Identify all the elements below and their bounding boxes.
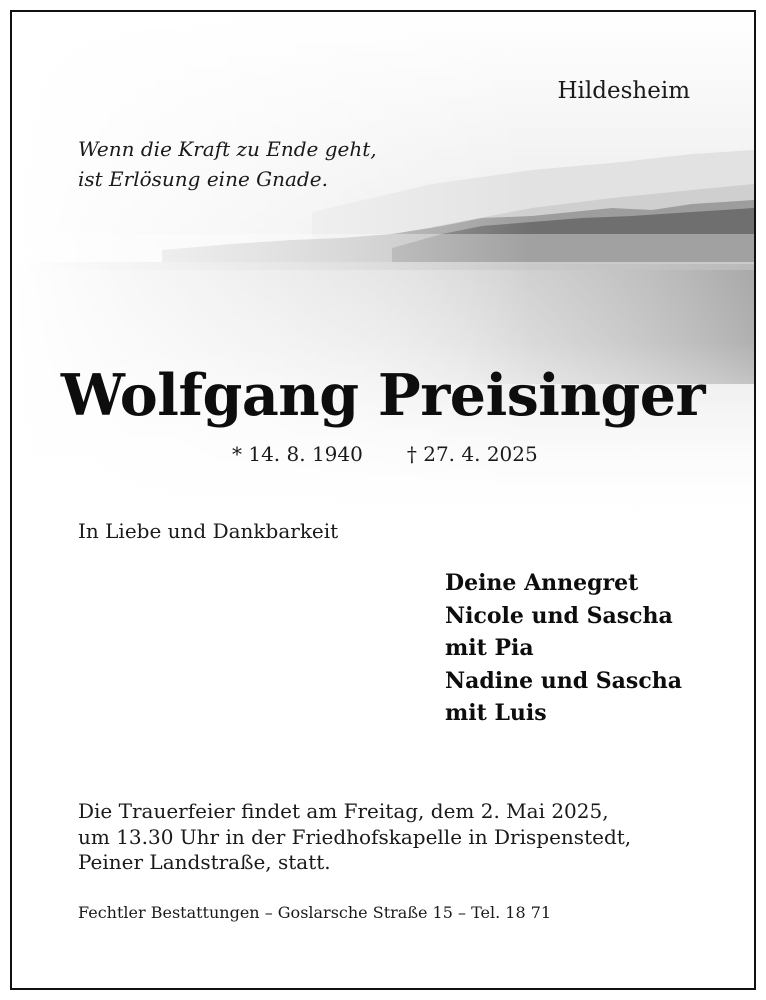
mourner-entry: Nicole und Sascha — [445, 602, 673, 629]
city-label: Hildesheim — [557, 78, 690, 104]
service-line: um 13.30 Uhr in der Friedhofskapelle in Drispenstedt, — [78, 824, 632, 849]
death-date: † 27. 4. 2025 — [406, 442, 538, 466]
service-line: Die Trauerfeier findet am Freitag, dem 2. Mai 2025, — [78, 799, 609, 823]
motto-quote — [78, 134, 377, 194]
service-line: Peiner Landstraße, statt. — [78, 850, 331, 874]
dedication-text: In Liebe und Dankbarkeit — [78, 519, 339, 543]
undertaker-contact: Fechtler Bestattungen – Goslarsche Straße 15 – Tel. 18 71 — [78, 903, 552, 922]
mourners-list — [445, 567, 682, 730]
deceased-name: Wolfgang Preisinger — [60, 362, 706, 429]
mourner-entry: Deine Annegret — [445, 570, 639, 596]
mourner-entry: mit Luis — [445, 700, 547, 726]
obituary-notice — [10, 10, 756, 990]
birth-date: * 14. 8. 1940 — [232, 442, 363, 466]
mourner-entry: mit Pia — [445, 635, 534, 661]
mourner-entry: Nadine und Sascha — [445, 667, 682, 694]
life-dates — [232, 442, 538, 466]
motto-line: ist Erlösung eine Gnade. — [78, 167, 328, 191]
funeral-service-info — [78, 799, 631, 876]
motto-line: Wenn die Kraft zu Ende geht, — [78, 137, 377, 161]
